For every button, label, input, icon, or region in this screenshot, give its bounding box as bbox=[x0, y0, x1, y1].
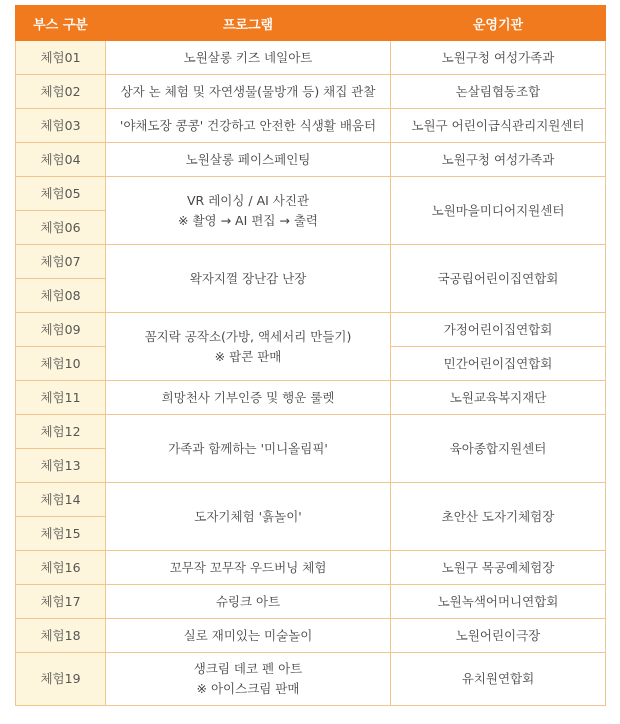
program-cell: 도자기체험 '흙놀이' bbox=[106, 483, 391, 551]
booth-category-cell: 체험12 bbox=[16, 415, 106, 449]
program-cell: 왁자지껄 장난감 난장 bbox=[106, 245, 391, 313]
column-header-operator: 운영기관 bbox=[391, 6, 606, 41]
booth-category-cell: 체험10 bbox=[16, 347, 106, 381]
operator-cell: 노원마을미디어지원센터 bbox=[391, 177, 606, 245]
operator-cell: 국공립어린이집연합회 bbox=[391, 245, 606, 313]
program-note: ※ 아이스크림 판매 bbox=[196, 681, 300, 696]
operator-cell: 초안산 도자기체험장 bbox=[391, 483, 606, 551]
program-line: VR 레이싱 / AI 사진관 bbox=[186, 192, 310, 208]
table-row bbox=[16, 143, 606, 177]
program-line: 꼼지락 공작소(가방, 액세서리 만들기) bbox=[144, 328, 352, 344]
booth-category-cell: 체험04 bbox=[16, 143, 106, 177]
program-cell: 꼬무작 꼬무작 우드버닝 체험 bbox=[106, 551, 391, 585]
table-row bbox=[16, 41, 606, 75]
operator-cell: 논살림협동조합 bbox=[391, 75, 606, 109]
column-header-program: 프로그램 bbox=[106, 6, 391, 41]
booth-category-cell: 체험19 bbox=[16, 653, 106, 706]
program-cell: 실로 재미있는 미술놀이 bbox=[106, 619, 391, 653]
table-header-row bbox=[16, 6, 606, 41]
table-row bbox=[16, 75, 606, 109]
table-row bbox=[16, 619, 606, 653]
operator-cell: 유치원연합회 bbox=[391, 653, 606, 706]
booth-category-cell: 체험07 bbox=[16, 245, 106, 279]
booth-category-cell: 체험14 bbox=[16, 483, 106, 517]
operator-cell: 민간어린이집연합회 bbox=[391, 347, 606, 381]
operator-cell: 노원구 어린이급식관리지원센터 bbox=[391, 109, 606, 143]
column-header-category: 부스 구분 bbox=[16, 6, 106, 41]
operator-cell: 노원어린이극장 bbox=[391, 619, 606, 653]
table-row bbox=[16, 551, 606, 585]
program-cell: 노원살롱 키즈 네일아트 bbox=[106, 41, 391, 75]
table-row bbox=[16, 415, 606, 449]
program-cell: '야채도장 콩콩' 건강하고 안전한 식생활 배움터 bbox=[106, 109, 391, 143]
operator-cell: 노원녹색어머니연합회 bbox=[391, 585, 606, 619]
operator-cell: 가정어린이집연합회 bbox=[391, 313, 606, 347]
program-line: 생크림 데코 펜 아트 bbox=[193, 661, 303, 676]
table-row bbox=[16, 483, 606, 517]
table-row bbox=[16, 177, 606, 211]
table-row bbox=[16, 585, 606, 619]
table-row bbox=[16, 653, 606, 706]
booth-schedule-table bbox=[15, 5, 606, 706]
booth-category-cell: 체험02 bbox=[16, 75, 106, 109]
operator-cell: 노원구청 여성가족과 bbox=[391, 143, 606, 177]
booth-category-cell: 체험01 bbox=[16, 41, 106, 75]
table-row bbox=[16, 313, 606, 347]
booth-category-cell: 체험03 bbox=[16, 109, 106, 143]
booth-category-cell: 체험08 bbox=[16, 279, 106, 313]
program-cell bbox=[106, 653, 391, 706]
operator-cell: 노원구청 여성가족과 bbox=[391, 41, 606, 75]
operator-cell: 노원구 목공예체험장 bbox=[391, 551, 606, 585]
booth-category-cell: 체험06 bbox=[16, 211, 106, 245]
table-row bbox=[16, 109, 606, 143]
booth-category-cell: 체험05 bbox=[16, 177, 106, 211]
program-note: ※ 팝콘 판매 bbox=[214, 348, 282, 364]
booth-category-cell: 체험13 bbox=[16, 449, 106, 483]
program-cell: 노원살롱 페이스페인팅 bbox=[106, 143, 391, 177]
booth-category-cell: 체험17 bbox=[16, 585, 106, 619]
program-cell bbox=[106, 313, 391, 381]
operator-cell: 육아종합지원센터 bbox=[391, 415, 606, 483]
table-row bbox=[16, 381, 606, 415]
operator-cell: 노원교육복지재단 bbox=[391, 381, 606, 415]
program-cell: 상자 논 체험 및 자연생물(물방개 등) 채집 관찰 bbox=[106, 75, 391, 109]
program-cell bbox=[106, 177, 391, 245]
booth-category-cell: 체험18 bbox=[16, 619, 106, 653]
program-cell: 슈링크 아트 bbox=[106, 585, 391, 619]
booth-category-cell: 체험15 bbox=[16, 517, 106, 551]
program-note: ※ 촬영 → AI 편집 → 출력 bbox=[178, 212, 318, 228]
booth-category-cell: 체험11 bbox=[16, 381, 106, 415]
table-row bbox=[16, 245, 606, 279]
program-cell: 가족과 함께하는 '미니올림픽' bbox=[106, 415, 391, 483]
booth-table-container bbox=[15, 5, 605, 706]
booth-category-cell: 체험16 bbox=[16, 551, 106, 585]
program-cell: 희망천사 기부인증 및 행운 룰렛 bbox=[106, 381, 391, 415]
booth-category-cell: 체험09 bbox=[16, 313, 106, 347]
